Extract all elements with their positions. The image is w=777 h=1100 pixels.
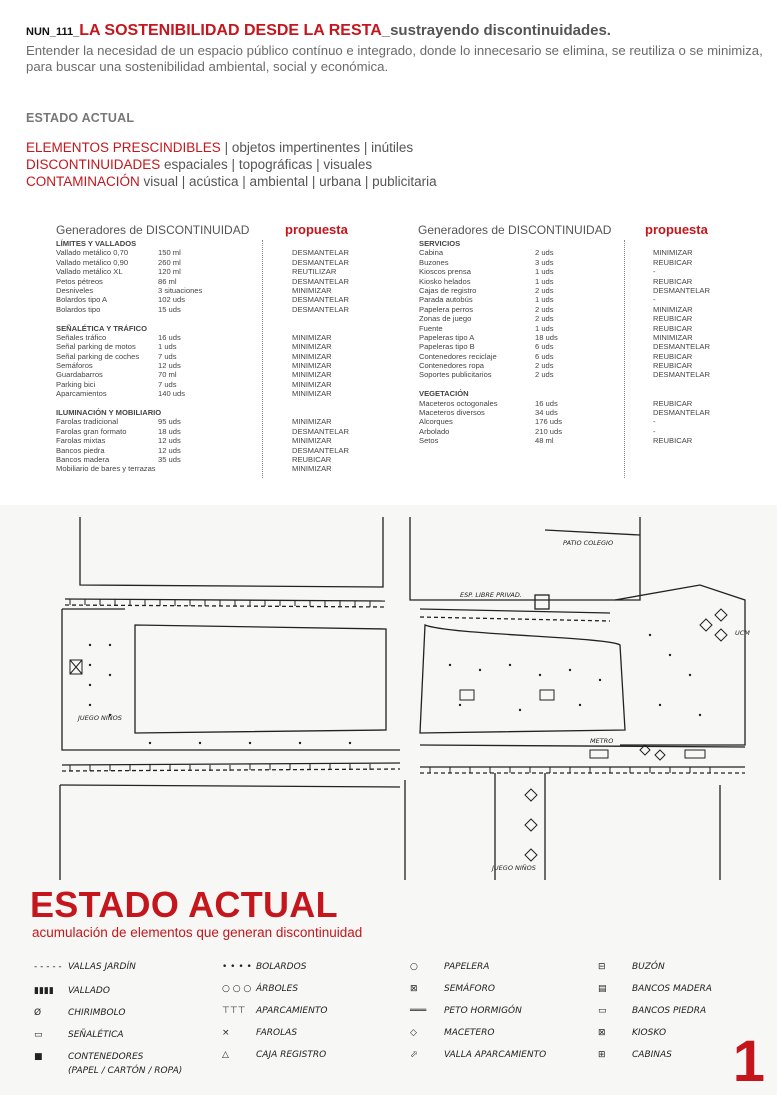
legend-item: ▭ SEÑALÉTICA [34,1030,124,1040]
title-code: NUN_111_ [26,26,80,38]
left-proposal-heading: propuesta [285,222,348,237]
legend-item: ▤ BANCOS MADERA [598,984,712,994]
dashed-line-icon: - - - - - [34,962,62,972]
legend-item: ○ PAPELERA [410,962,490,972]
legend-item: • • • • BOLARDOS [222,962,307,972]
right-proposal-heading: propuesta [645,222,708,237]
legend-item: ○ ○ ○ ÁRBOLES [222,984,299,994]
right-proposals: MINIMIZAR REUBICAR - REUBICAR DESMANTELAR - MINIMIZAR REUBICAR REUBICAR MINIMIZAR DESMANTELAR REUBICAR REUBICAR DESMANTELAR REUBICAR DESMANTELAR - - REUBICAR [653,248,710,446]
left-proposals: DESMANTELAR DESMANTELAR REUTILIZAR DESMANTELAR MINIMIZAR DESMANTELAR DESMANTELAR MINIMIZAR MINIMIZAR MINIMIZAR MINIMIZAR MINIMIZAR MINIMIZAR MINIMIZAR MINIMIZAR DESMANTELAR MINIMIZAR DESMANTELAR REUBICAR MINIMIZAR [292,248,349,474]
legend-item: ▭ BANCOS PIEDRA [598,1006,707,1016]
bin-icon: ○ [410,962,418,972]
register-icon: △ [222,1050,229,1060]
legend-item: - - - - - VALLAS JARDÍN [34,962,136,972]
legend-item: ⊤⊤⊤ APARCAMIENTO [222,1006,328,1016]
label-patio: PATIO COLEGIO [563,539,614,547]
label-juego-1: JUEGO NIÑOS [78,714,122,722]
label-juego-2: JUEGO NIÑOS [492,864,536,872]
legend-item-sub: (PAPEL / CARTÓN / ROPA) [68,1066,183,1076]
legend-item: ═══ PETO HORMIGÓN [410,1006,522,1016]
concrete-wall-icon: ═══ [410,1006,427,1016]
category-contaminacion: CONTAMINACIÓN visual | acústica | ambiental | urbana | publicitaria [26,174,437,189]
page-title [26,22,766,40]
estado-label: ESTADO ACTUAL [26,111,135,125]
category-prescindibles: ELEMENTOS PRESCINDIBLES | objetos impertinentes | inútiles [26,140,414,155]
lamp-icon: × [222,1028,230,1038]
left-names: LÍMITES Y VALLADOS Vallado metálico 0,70 Vallado metálico 0,90 Vallado metálico XL Petos pétreos Desniveles Bolardos tipo A Bolardos tipo SEÑALÉTICA Y TRÁFICO Señales tráfico Señal parking de motos Señal parking de coches Semáforos Guardabarros Parking bici Aparcamientos ILUMINACIÓN Y MOBILIARIO Farolas tradicional Farolas gran formato Farolas mixtas Bancos piedra Bancos madera Mobiliario de bares y terrazas [56,239,162,474]
right-table-heading: Generadores de DISCONTINUIDAD [418,223,612,237]
big-title: ESTADO ACTUAL [30,884,338,925]
bollard-icon: • • • • [222,962,252,972]
right-quantities: 2 uds 3 uds 1 uds 1 uds 2 uds 1 uds 2 uds 2 uds 1 uds 18 uds 6 uds 6 uds 2 uds 2 uds 16 uds 34 uds 176 uds 210 uds 48 ml [535,248,563,446]
left-table-heading: Generadores de DISCONTINUIDAD [56,223,250,237]
stone-bench-icon: ▭ [598,1006,607,1016]
kiosk-icon: ⊠ [598,1028,606,1038]
big-subtitle: acumulación de elementos que generan discontinuidad [32,925,363,940]
sign-icon: ▭ [34,1030,43,1040]
category-discontinuidades: DISCONTINUIDADES espaciales | topográficas | visuales [26,157,373,172]
intro-text: Entender la necesidad de un espacio público contínuo e integrado, donde lo innecesario se elimina, se reutiliza o se minimiza, para buscar una sostenibilidad ambiental, social y económica. [26,43,763,74]
legend-item: ■ CONTENEDORES [34,1052,144,1062]
label-ucm: UCM [735,629,750,637]
legend-item: ⊞ CABINAS [598,1050,672,1060]
traffic-light-icon: ⊠ [410,984,418,994]
parking-fence-icon: ⬀ [410,1050,418,1060]
legend-item: ⊠ SEMÁFORO [410,984,495,994]
mailbox-icon: ⊟ [598,962,606,972]
title-sub: _sustrayendo discontinuidades. [381,22,611,39]
label-metro: METRO [590,737,614,745]
planter-icon: ◇ [410,1028,417,1038]
legend-item: ⊠ KIOSKO [598,1028,667,1038]
legend-item: Ø CHIRIMBOLO [34,1008,126,1018]
chimney-icon: Ø [34,1008,42,1018]
legend-item: △ CAJA REGISTRO [222,1050,327,1060]
legend-item: ⊟ BUZÓN [598,962,665,972]
parking-icon: ⊤⊤⊤ [222,1006,246,1016]
phone-booth-icon: ⊞ [598,1050,606,1060]
left-quantities: 150 ml 260 ml 120 ml 86 ml 3 situaciones 102 uds 15 uds 16 uds 1 uds 7 uds 12 uds 70 ml 7 uds 140 uds 95 uds 18 uds 12 uds 12 uds 35 uds [158,248,203,464]
legend-item: × FAROLAS [222,1028,298,1038]
fence-icon: ▮▮▮▮ [34,986,54,996]
wood-bench-icon: ▤ [598,984,607,994]
legend-item: ▮▮▮▮ VALLADO [34,986,110,996]
page-number: 1 [732,1029,765,1094]
tree-icon: ○ ○ ○ [222,984,252,994]
right-names: SERVICIOS Cabina Buzones Kioscos prensa Kiosko helados Cajas de registro Parada autobús Papelera perros Zonas de juego Fuente Papeleras tipo A Papeleras tipo B Contenedores reciclaje Contenedores ropa Soportes publicitarios VEGETACIÓN Maceteros octogonales Maceteros diversos Alcorques Arbolado Setos [419,239,498,446]
container-icon: ■ [34,1052,43,1062]
legend-item: ◇ MACETERO [410,1028,495,1038]
plan-drawing [0,505,777,880]
legend-item: ⬀ VALLA APARCAMIENTO [410,1050,547,1060]
title-main: LA SOSTENIBILIDAD DESDE LA RESTA [79,22,382,39]
label-esp-libre: ESP. LIBRE PRIVAD. [460,591,522,599]
